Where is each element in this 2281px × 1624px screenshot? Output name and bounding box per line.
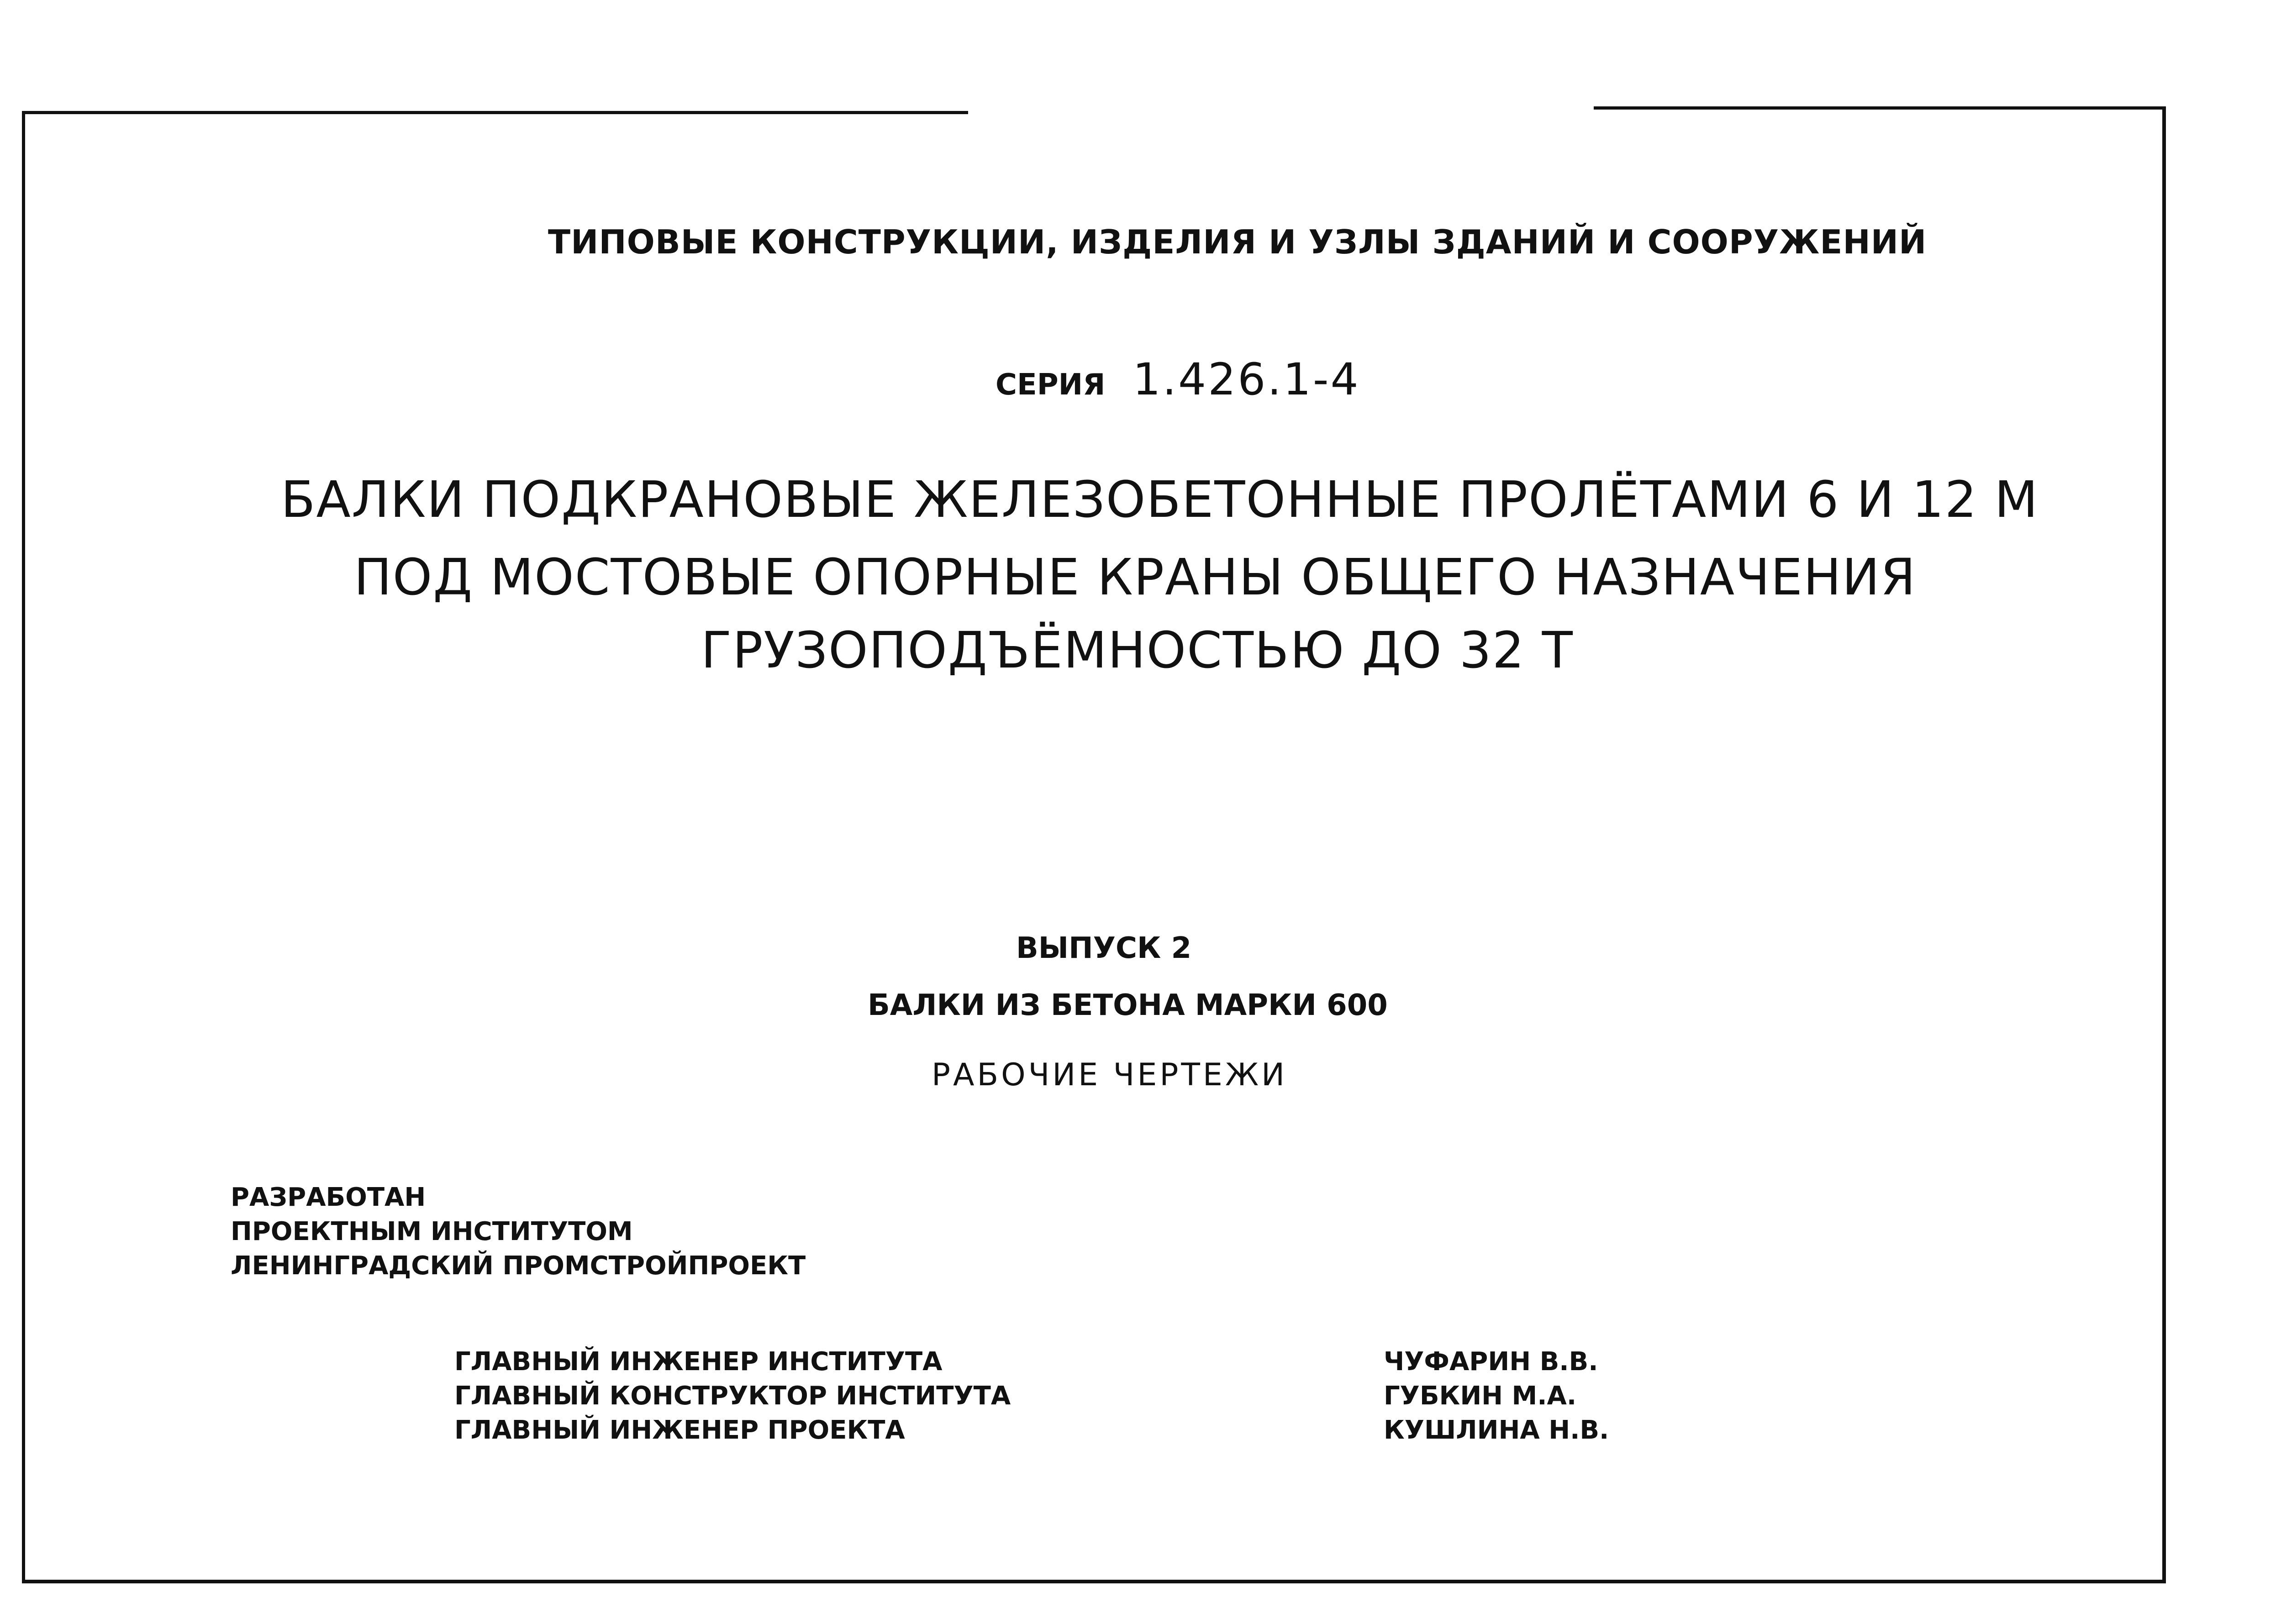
frame-left-line bbox=[22, 111, 25, 1583]
developer-line-2: ПРОЕКТНЫМ ИНСТИТУТОМ bbox=[231, 1217, 633, 1246]
document-type: РАБОЧИЕ ЧЕРТЕЖИ bbox=[932, 1057, 1287, 1093]
document-title-line-3: ГРУЗОПОДЪЁМНОСТЬЮ ДО 32 Т bbox=[701, 621, 1574, 679]
series-designation bbox=[996, 354, 1360, 405]
signatory-role: ГЛАВНЫЙ КОНСТРУКТОР ИНСТИТУТА bbox=[454, 1381, 1011, 1411]
signatory-name: ЧУФАРИН В.В. bbox=[1384, 1347, 1598, 1377]
document-title-line-1: БАЛКИ ПОДКРАНОВЫЕ ЖЕЛЕЗОБЕТОННЫЕ ПРОЛЁТАМИ 6 И 12 М bbox=[281, 470, 2039, 529]
developer-line-1: РАЗРАБОТАН bbox=[231, 1183, 426, 1212]
series-number: 1.426.1-4 bbox=[1133, 354, 1360, 405]
issue-label: ВЫПУСК 2 bbox=[1016, 931, 1192, 965]
frame-bottom-line bbox=[22, 1580, 2166, 1583]
signatory-role: ГЛАВНЫЙ ИНЖЕНЕР ИНСТИТУТА bbox=[454, 1347, 943, 1377]
document-title-line-2: ПОД МОСТОВЫЕ ОПОРНЫЕ КРАНЫ ОБЩЕГО НАЗНАЧЕНИЯ bbox=[354, 548, 1917, 606]
signatory-name: КУШЛИНА Н.В. bbox=[1384, 1415, 1609, 1445]
frame-top-left-line bbox=[22, 111, 968, 114]
collection-heading: ТИПОВЫЕ КОНСТРУКЦИИ, ИЗДЕЛИЯ И УЗЛЫ ЗДАНИЙ И СООРУЖЕНИЙ bbox=[548, 223, 1927, 261]
issue-subtitle: БАЛКИ ИЗ БЕТОНА МАРКИ 600 bbox=[868, 988, 1388, 1022]
signatory-name: ГУБКИН М.А. bbox=[1384, 1381, 1577, 1411]
frame-top-right-line bbox=[1594, 106, 2165, 110]
signatory-role: ГЛАВНЫЙ ИНЖЕНЕР ПРОЕКТА bbox=[454, 1415, 905, 1445]
frame-right-line bbox=[2162, 106, 2166, 1583]
developer-line-3: ЛЕНИНГРАДСКИЙ ПРОМСТРОЙПРОЕКТ bbox=[231, 1251, 806, 1281]
series-label: СЕРИЯ bbox=[996, 368, 1106, 402]
